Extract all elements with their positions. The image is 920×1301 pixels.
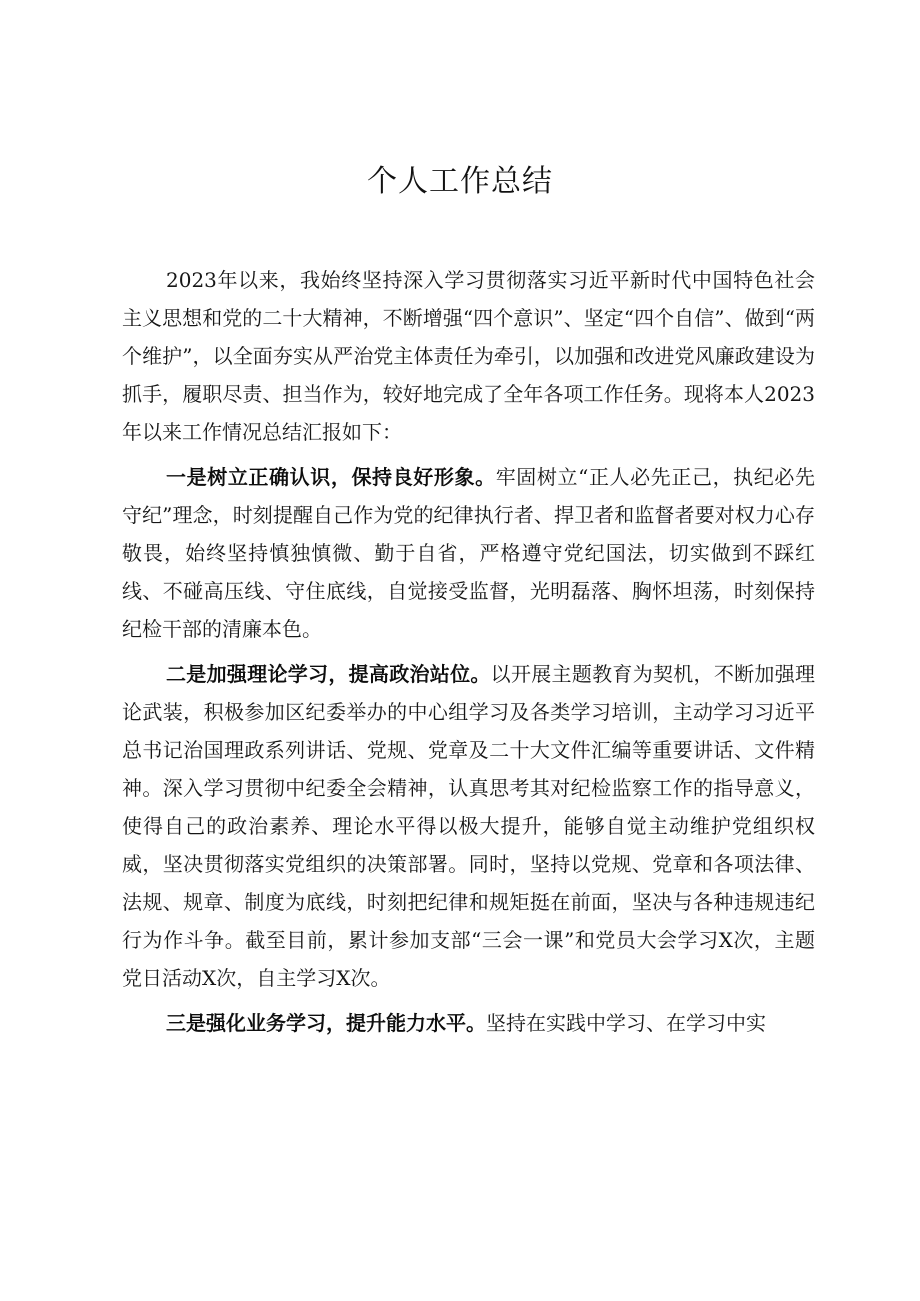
page-title: 个人工作总结 [367,164,553,199]
document-body [122,261,815,1049]
paragraph-intro [122,261,815,451]
paragraph-point-3 [122,1004,815,1042]
paragraph-text: 牢固树立“正人必先正己，执纪必先守纪”理念，时刻提醒自己作为党的纪律执行者、捍卫者和监督者要对权力心存敬畏，始终坚持慎独慎微、勤于自省，严格遵守党纪国法，切实做到不踩红线、不碰高压线、守住底线，自觉接受监督，光明磊落、胸怀坦荡，时刻保持纪检干部的清廉本色。 [122,465,815,641]
paragraph-point-2 [122,655,815,997]
paragraph-lead: 一是树立正确认识，保持良好形象。 [166,465,496,489]
paragraph-text: 坚持在实践中学习、在学习中实 [486,1011,766,1035]
paragraph-text: 2023年以来，我始终坚持深入学习贯彻落实习近平新时代中国特色社会主义思想和党的二十大精神，不断增强“四个意识”、坚定“四个自信”、做到“两个维护”，以全面夯实从严治党主体责任为牵引，以加强和改进党风廉政建设为抓手，履职尽责、担当作为，较好地完成了全年各项工作任务。现将本人2023年以来工作情况总结汇报如下： [122,268,815,444]
paragraph-point-1 [122,458,815,648]
paragraph-text: 以开展主题教育为契机，不断加强理论武装，积极参加区纪委举办的中心组学习及各类学习培训，主动学习习近平总书记治国理政系列讲话、党规、党章及二十大文件汇编等重要讲话、文件精神。深入学习贯彻中纪委全会精神，认真思考其对纪检监察工作的指导意义，使得自己的政治素养、理论水平得以极大提升，能够自觉主动维护党组织权威，坚决贯彻落实党组织的决策部署。同时，坚持以党规、党章和各项法律、法规、规章、制度为底线，时刻把纪律和规矩挺在前面，坚决与各种违规违纪行为作斗争。截至目前，累计参加支部“三会一课”和党员大会学习X次，主题党日活动X次，自主学习X次。 [122,662,816,990]
paragraph-lead: 二是加强理论学习，提高政治站位。 [166,662,491,686]
paragraph-lead: 三是强化业务学习，提升能力水平。 [166,1011,486,1035]
